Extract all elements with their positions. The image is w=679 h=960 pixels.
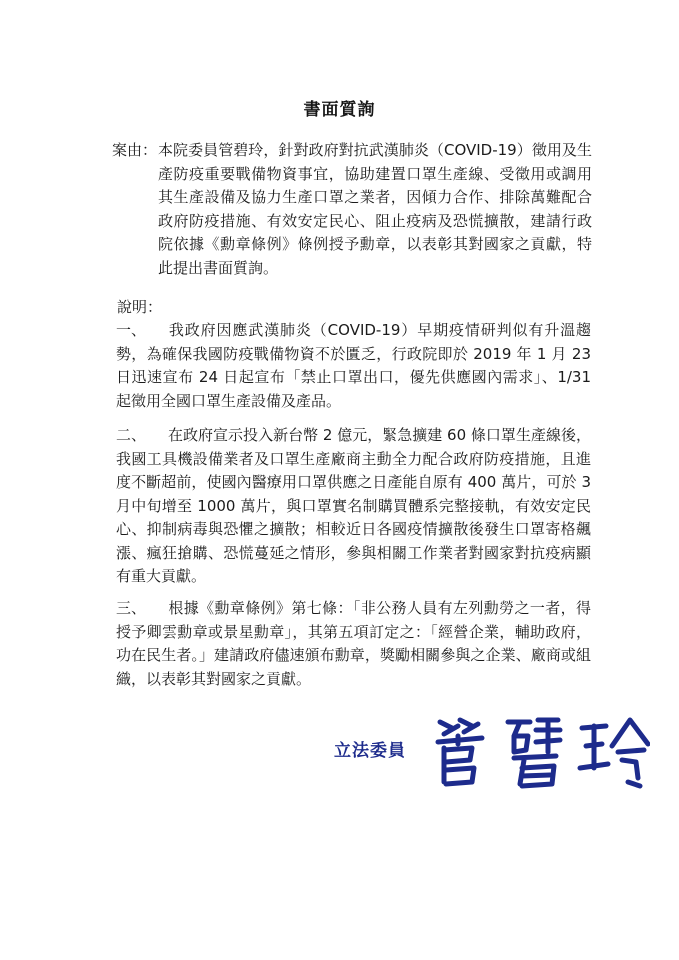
explanation-item-3	[116, 597, 591, 691]
item-text: 根據《勳章條例》第七條：「非公務人員有左列勳勞之一者，得授予卿雲勳章或景星勳章」，其第五項訂定之：「經營企業，輔助政府，功在民生者。」建請政府儘速頒布勳章，獎勵相關參與之企業、廠商或組織，以表彰其對國家之貢獻。	[116, 599, 591, 688]
reason-section	[112, 139, 592, 280]
document-title: 書面質詢	[303, 100, 376, 120]
item-number: 二、	[116, 426, 147, 444]
item-number: 三、	[116, 599, 147, 617]
reason-label: 案由：	[112, 141, 158, 159]
signature-title: 立法委員	[334, 741, 406, 761]
explanation-label: 說明：	[117, 298, 163, 316]
explanation-item-1	[116, 319, 591, 413]
signature-block	[334, 712, 654, 802]
item-text: 我政府因應武漢肺炎（COVID-19）早期疫情研判似有升溫趨勢，為確保我國防疫戰備物資不於匱乏，行政院即於 2019 年 1 月 23 日迅速宣布 24 日起宣布「禁止口罩出口，優先供應國內需求」、1/31 起徵用全國口罩生產設備及產品。	[116, 321, 591, 410]
reason-text: 本院委員管碧玲，針對政府對抗武漢肺炎（COVID-19）徵用及生產防疫重要戰備物資事宜，協助建置口罩生產線、受徵用或調用其生產設備及協力生產口罩之業者，因傾力合作、排除萬難配合政府防疫措施、有效安定民心、阻止疫病及恐慌擴散，建請行政院依據《勳章條例》條例授予勳章，以表彰其對國家之貢獻，特此提出書面質詢。	[158, 141, 592, 277]
handwritten-signature	[430, 712, 650, 792]
explanation-item-2	[116, 424, 591, 589]
item-text: 在政府宣示投入新台幣 2 億元，緊急擴建 60 條口罩生產線後，我國工具機設備業者及口罩生產廠商主動全力配合政府防疫措施，且進度不斷超前，使國內醫療用口罩供應之日產能自原有 400 萬片，可於 3 月中旬增至 1000 萬片，與口罩實名制購買體系完整接軌，有效安定民心、抑制病毒與恐懼之擴散；相較近日各國疫情擴散後發生口罩寄格飆漲、瘋狂搶購、恐慌蔓延之情形，參與相關工作業者對國家對抗疫病顯有重大貢獻。	[116, 426, 591, 585]
item-number: 一、	[116, 321, 147, 339]
